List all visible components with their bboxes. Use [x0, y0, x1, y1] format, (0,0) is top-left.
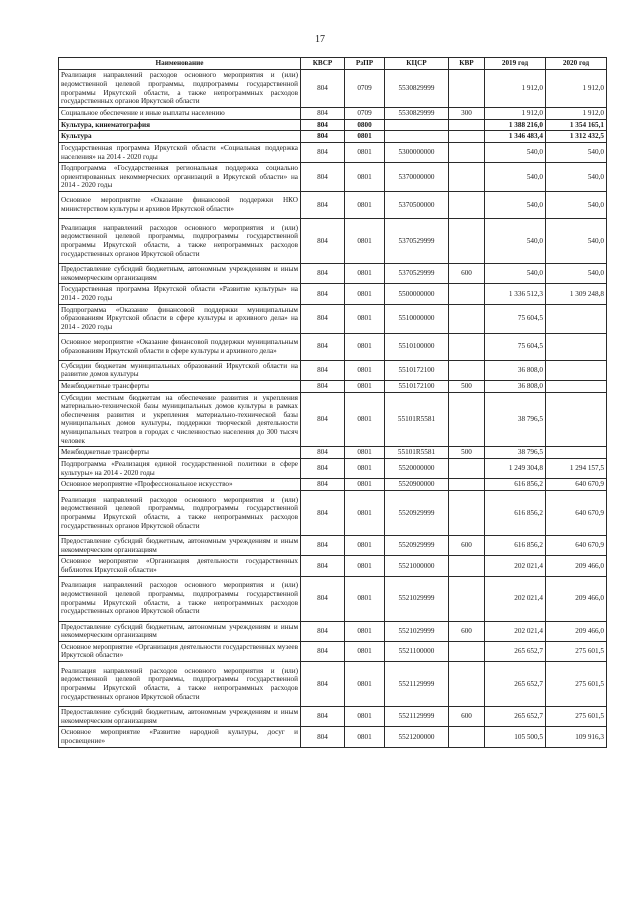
cell-kvsr: 804: [301, 264, 345, 284]
table-row: [59, 447, 607, 459]
cell-name: Подпрограмма «Реализация единой государственной политики в сфере культуры» на 2014 - 2020 годы: [59, 459, 301, 479]
cell-year-2020: [546, 392, 607, 447]
cell-year-2019: 105 500,5: [485, 727, 546, 747]
cell-rzpr: 0801: [345, 490, 385, 535]
table-row: [59, 284, 607, 304]
cell-kvsr: 804: [301, 707, 345, 727]
cell-rzpr: 0801: [345, 131, 385, 143]
cell-name: Реализация направлений расходов основного мероприятия и (или) ведомственной целевой программы, подпрограммы государственной программы Иркутской области, а также непрограммных расходов государственных органов Иркутской области: [59, 70, 301, 108]
header-kvsr: КВСР: [301, 58, 345, 70]
cell-kcsr: [385, 119, 449, 131]
cell-name: Предоставление субсидий бюджетным, автономным учреждениям и иным некоммерческим организациям: [59, 535, 301, 555]
cell-year-2020: 1 912,0: [546, 70, 607, 108]
cell-kvsr: 804: [301, 219, 345, 264]
cell-kvr: [449, 662, 485, 707]
table-row: [59, 662, 607, 707]
cell-year-2019: 1 336 512,3: [485, 284, 546, 304]
cell-name: Основное мероприятие «Организация деятельности государственных музеев Иркутской области»: [59, 641, 301, 661]
table-row: [59, 333, 607, 360]
cell-year-2020: 1 294 157,5: [546, 459, 607, 479]
cell-kcsr: 5530829999: [385, 108, 449, 120]
cell-year-2019: 75 604,5: [485, 333, 546, 360]
cell-kvsr: 804: [301, 576, 345, 621]
cell-kvsr: 804: [301, 535, 345, 555]
cell-kvr: [449, 360, 485, 380]
cell-year-2019: 202 021,4: [485, 621, 546, 641]
cell-year-2019: 202 021,4: [485, 576, 546, 621]
cell-name: Культура: [59, 131, 301, 143]
cell-rzpr: 0801: [345, 459, 385, 479]
budget-table: [58, 57, 607, 748]
table-row: [59, 490, 607, 535]
table-row: [59, 392, 607, 447]
table-row: [59, 380, 607, 392]
cell-year-2020: 1 312 432,5: [546, 131, 607, 143]
cell-rzpr: 0801: [345, 360, 385, 380]
cell-name: Реализация направлений расходов основного мероприятия и (или) ведомственной целевой программы, подпрограммы государственной программы Иркутской области, а также непрограммных расходов государственных органов Иркутской области: [59, 219, 301, 264]
cell-year-2019: 36 808,0: [485, 380, 546, 392]
cell-year-2019: 38 796,5: [485, 392, 546, 447]
cell-year-2019: 616 856,2: [485, 479, 546, 491]
cell-year-2020: [546, 380, 607, 392]
cell-year-2020: 540,0: [546, 192, 607, 219]
table-row: [59, 119, 607, 131]
cell-name: Межбюджетные трансферты: [59, 380, 301, 392]
cell-kvr: 500: [449, 380, 485, 392]
cell-name: Предоставление субсидий бюджетным, автономным учреждениям и иным некоммерческим организациям: [59, 264, 301, 284]
table-row: [59, 641, 607, 661]
table-row: [59, 304, 607, 333]
cell-kvr: [449, 459, 485, 479]
cell-kvsr: 804: [301, 304, 345, 333]
cell-year-2019: 540,0: [485, 219, 546, 264]
cell-kcsr: 55101R5581: [385, 447, 449, 459]
cell-year-2019: 1 912,0: [485, 70, 546, 108]
cell-rzpr: 0801: [345, 163, 385, 192]
cell-kvsr: 804: [301, 192, 345, 219]
cell-year-2019: 616 856,2: [485, 490, 546, 535]
table-row: [59, 70, 607, 108]
cell-kcsr: 5510172100: [385, 360, 449, 380]
table-row: [59, 459, 607, 479]
cell-name: Государственная программа Иркутской области «Социальная поддержка населения» на 2014 - 2020 годы: [59, 142, 301, 162]
cell-kcsr: 55101R5581: [385, 392, 449, 447]
cell-kcsr: 5370500000: [385, 192, 449, 219]
cell-kvsr: 804: [301, 392, 345, 447]
cell-year-2019: 38 796,5: [485, 447, 546, 459]
cell-year-2020: 640 670,9: [546, 490, 607, 535]
cell-kvsr: 804: [301, 142, 345, 162]
cell-name: Субсидии бюджетам муниципальных образований Иркутской области на развитие домов культуры: [59, 360, 301, 380]
cell-kcsr: 5521029999: [385, 576, 449, 621]
cell-year-2020: 275 601,5: [546, 662, 607, 707]
table-row: [59, 264, 607, 284]
table-row: [59, 556, 607, 576]
table-row: [59, 108, 607, 120]
cell-kvsr: 804: [301, 284, 345, 304]
cell-kvsr: 804: [301, 479, 345, 491]
cell-name: Культура, кинематография: [59, 119, 301, 131]
cell-rzpr: 0801: [345, 707, 385, 727]
cell-rzpr: 0801: [345, 535, 385, 555]
cell-year-2020: 1 309 248,8: [546, 284, 607, 304]
cell-name: Реализация направлений расходов основного мероприятия и (или) ведомственной целевой программы, подпрограммы государственной программы Иркутской области, а также непрограммных расходов государственных органов Иркутской области: [59, 576, 301, 621]
cell-year-2020: [546, 360, 607, 380]
cell-year-2020: 275 601,5: [546, 707, 607, 727]
cell-kcsr: 5521000000: [385, 556, 449, 576]
cell-kvr: [449, 333, 485, 360]
cell-name: Предоставление субсидий бюджетным, автономным учреждениям и иным некоммерческим организациям: [59, 707, 301, 727]
cell-year-2020: 209 466,0: [546, 621, 607, 641]
cell-year-2019: 540,0: [485, 192, 546, 219]
cell-kvsr: 804: [301, 662, 345, 707]
cell-year-2020: 540,0: [546, 142, 607, 162]
cell-kvr: [449, 70, 485, 108]
cell-year-2019: 75 604,5: [485, 304, 546, 333]
cell-rzpr: 0801: [345, 727, 385, 747]
cell-kvr: [449, 556, 485, 576]
cell-kcsr: 5300000000: [385, 142, 449, 162]
cell-kvr: [449, 479, 485, 491]
cell-kvsr: 804: [301, 641, 345, 661]
cell-year-2019: 1 912,0: [485, 108, 546, 120]
cell-kvr: [449, 727, 485, 747]
cell-rzpr: 0801: [345, 576, 385, 621]
cell-rzpr: 0801: [345, 219, 385, 264]
cell-kvsr: 804: [301, 447, 345, 459]
cell-name: Основное мероприятие «Оказание финансовой поддержки муниципальным образованиям Иркутской области в сфере культуры и архивного дела»: [59, 333, 301, 360]
cell-kcsr: [385, 131, 449, 143]
table-row: [59, 360, 607, 380]
cell-kcsr: 5530829999: [385, 70, 449, 108]
cell-kvr: 600: [449, 707, 485, 727]
header-name: Наименование: [59, 58, 301, 70]
cell-year-2020: 640 670,9: [546, 535, 607, 555]
cell-kvsr: 804: [301, 108, 345, 120]
cell-year-2019: 1 346 483,4: [485, 131, 546, 143]
cell-year-2019: 1 388 216,0: [485, 119, 546, 131]
cell-kcsr: 5521029999: [385, 621, 449, 641]
cell-rzpr: 0801: [345, 333, 385, 360]
cell-year-2020: 209 466,0: [546, 556, 607, 576]
cell-year-2019: 265 652,7: [485, 662, 546, 707]
cell-kvr: 300: [449, 108, 485, 120]
cell-kcsr: 5370000000: [385, 163, 449, 192]
cell-year-2019: 265 652,7: [485, 707, 546, 727]
cell-kvsr: 804: [301, 333, 345, 360]
cell-year-2020: [546, 333, 607, 360]
cell-rzpr: 0709: [345, 70, 385, 108]
table-row: [59, 707, 607, 727]
table-row: [59, 131, 607, 143]
header-kvr: КВР: [449, 58, 485, 70]
table-row: [59, 163, 607, 192]
cell-rzpr: 0801: [345, 264, 385, 284]
cell-year-2020: 1 912,0: [546, 108, 607, 120]
cell-kvr: [449, 119, 485, 131]
cell-year-2020: [546, 304, 607, 333]
cell-year-2020: 275 601,5: [546, 641, 607, 661]
cell-name: Реализация направлений расходов основного мероприятия и (или) ведомственной целевой программы, подпрограммы государственной программы Иркутской области, а также непрограммных расходов государственных органов Иркутской области: [59, 490, 301, 535]
cell-name: Основное мероприятие «Оказание финансовой поддержки НКО министерством культуры и архивов Иркутской области»: [59, 192, 301, 219]
cell-year-2019: 540,0: [485, 264, 546, 284]
cell-kvr: [449, 219, 485, 264]
cell-rzpr: 0801: [345, 662, 385, 707]
table-row: [59, 142, 607, 162]
cell-rzpr: 0801: [345, 304, 385, 333]
cell-name: Основное мероприятие «Организация деятельности государственных библиотек Иркутской области»: [59, 556, 301, 576]
cell-year-2019: 36 808,0: [485, 360, 546, 380]
cell-year-2019: 1 249 304,8: [485, 459, 546, 479]
table-row: [59, 576, 607, 621]
cell-kcsr: 5510172100: [385, 380, 449, 392]
cell-year-2019: 616 856,2: [485, 535, 546, 555]
cell-kvsr: 804: [301, 459, 345, 479]
cell-kcsr: 5521100000: [385, 641, 449, 661]
cell-rzpr: 0801: [345, 447, 385, 459]
cell-year-2020: 640 670,9: [546, 479, 607, 491]
cell-kvsr: 804: [301, 119, 345, 131]
cell-year-2019: 202 021,4: [485, 556, 546, 576]
cell-rzpr: 0801: [345, 284, 385, 304]
header-2019: 2019 год: [485, 58, 546, 70]
cell-kvr: [449, 131, 485, 143]
cell-name: Социальное обеспечение и иные выплаты населению: [59, 108, 301, 120]
cell-year-2020: 540,0: [546, 219, 607, 264]
cell-kvsr: 804: [301, 131, 345, 143]
cell-year-2020: 540,0: [546, 264, 607, 284]
cell-rzpr: 0801: [345, 380, 385, 392]
cell-kvr: [449, 576, 485, 621]
cell-kcsr: 5510000000: [385, 304, 449, 333]
cell-kvr: [449, 304, 485, 333]
cell-kcsr: 5520929999: [385, 535, 449, 555]
cell-year-2020: 540,0: [546, 163, 607, 192]
cell-rzpr: 0801: [345, 192, 385, 219]
cell-rzpr: 0801: [345, 392, 385, 447]
cell-name: Межбюджетные трансферты: [59, 447, 301, 459]
table-row: [59, 479, 607, 491]
cell-kvr: 600: [449, 264, 485, 284]
table-row: [59, 535, 607, 555]
cell-year-2020: 209 466,0: [546, 576, 607, 621]
cell-kvr: [449, 641, 485, 661]
header-2020: 2020 год: [546, 58, 607, 70]
table-header-row: [59, 58, 607, 70]
cell-kcsr: 5520000000: [385, 459, 449, 479]
cell-kvsr: 804: [301, 163, 345, 192]
table-row: [59, 219, 607, 264]
cell-kvr: 600: [449, 621, 485, 641]
cell-name: Предоставление субсидий бюджетным, автономным учреждениям и иным некоммерческим организациям: [59, 621, 301, 641]
cell-kcsr: 5500000000: [385, 284, 449, 304]
cell-name: Реализация направлений расходов основного мероприятия и (или) ведомственной целевой программы, подпрограммы государственной программы Иркутской области, а также непрограммных расходов государственных органов Иркутской области: [59, 662, 301, 707]
cell-rzpr: 0801: [345, 621, 385, 641]
cell-rzpr: 0801: [345, 641, 385, 661]
cell-rzpr: 0709: [345, 108, 385, 120]
cell-kvr: 500: [449, 447, 485, 459]
cell-kcsr: 5521129999: [385, 707, 449, 727]
cell-name: Субсидии местным бюджетам на обеспечение развития и укрепления материально-технической базы муниципальных домов культуры в рамках обеспечения развития и укрепления материально-технической базы муниципальных домов культуры, поддержки творческой деятельности муниципальных театров в городах с численностью населения до 300 тысяч человек: [59, 392, 301, 447]
cell-kvsr: 804: [301, 621, 345, 641]
cell-name: Основное мероприятие «Профессиональное искусство»: [59, 479, 301, 491]
header-kcsr: КЦСР: [385, 58, 449, 70]
page-number: 17: [315, 34, 325, 45]
table-row: [59, 727, 607, 747]
cell-year-2019: 265 652,7: [485, 641, 546, 661]
cell-kcsr: 5520900000: [385, 479, 449, 491]
cell-rzpr: 0801: [345, 556, 385, 576]
cell-kvr: [449, 192, 485, 219]
cell-kcsr: 5520929999: [385, 490, 449, 535]
cell-kvr: 600: [449, 535, 485, 555]
cell-kvsr: 804: [301, 360, 345, 380]
cell-kvr: [449, 163, 485, 192]
table-row: [59, 621, 607, 641]
cell-kvsr: 804: [301, 380, 345, 392]
cell-year-2020: 1 354 165,1: [546, 119, 607, 131]
cell-kvr: [449, 392, 485, 447]
cell-kvr: [449, 490, 485, 535]
cell-year-2020: [546, 447, 607, 459]
cell-kcsr: 5521200000: [385, 727, 449, 747]
header-rzpr: РзПР: [345, 58, 385, 70]
cell-kcsr: 5510100000: [385, 333, 449, 360]
cell-rzpr: 0800: [345, 119, 385, 131]
cell-kvr: [449, 142, 485, 162]
table-row: [59, 192, 607, 219]
cell-kvsr: 804: [301, 70, 345, 108]
cell-year-2019: 540,0: [485, 142, 546, 162]
cell-kvsr: 804: [301, 727, 345, 747]
cell-kcsr: 5370529999: [385, 264, 449, 284]
cell-kcsr: 5521129999: [385, 662, 449, 707]
cell-year-2020: 109 916,3: [546, 727, 607, 747]
cell-rzpr: 0801: [345, 142, 385, 162]
cell-kvsr: 804: [301, 556, 345, 576]
cell-name: Основное мероприятие «Развитие народной культуры, досуг и просвещение»: [59, 727, 301, 747]
cell-name: Подпрограмма «Государственная региональная поддержка социально ориентированных некоммерческих организаций в Иркутской области» на 2014 - 2020 годы: [59, 163, 301, 192]
cell-kcsr: 5370529999: [385, 219, 449, 264]
cell-year-2019: 540,0: [485, 163, 546, 192]
cell-rzpr: 0801: [345, 479, 385, 491]
cell-kvr: [449, 284, 485, 304]
cell-kvsr: 804: [301, 490, 345, 535]
cell-name: Подпрограмма «Оказание финансовой поддержки муниципальным образованиям Иркутской области в сфере культуры и архивного дела» на 2014 - 2020 годы: [59, 304, 301, 333]
cell-name: Государственная программа Иркутской области «Развитие культуры» на 2014 - 2020 годы: [59, 284, 301, 304]
